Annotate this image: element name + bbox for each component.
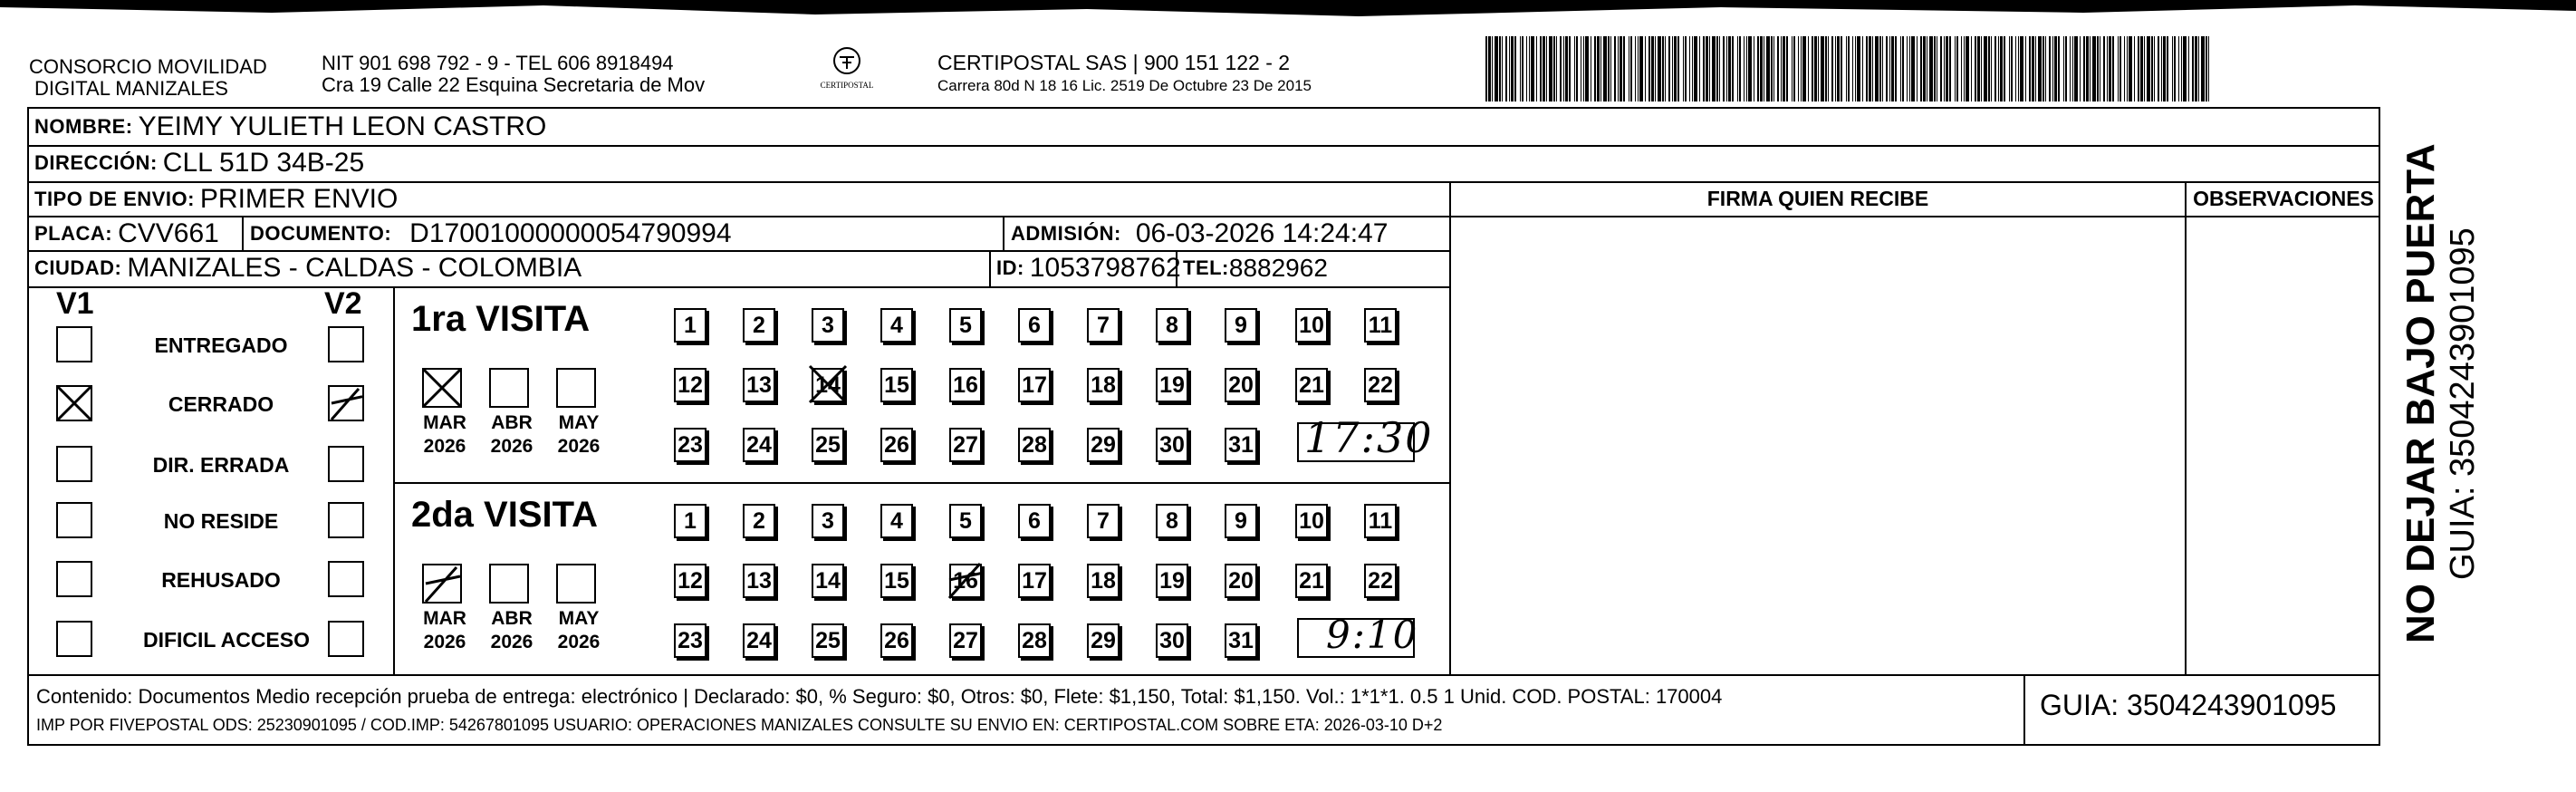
second-day-14[interactable]: 14 — [812, 564, 844, 598]
first-day-8[interactable]: 8 — [1156, 308, 1188, 343]
first-day-12[interactable]: 12 — [674, 368, 706, 402]
v2-checkbox-rehusado[interactable] — [328, 561, 364, 597]
first-day-7[interactable]: 7 — [1087, 308, 1120, 343]
company-info — [322, 53, 705, 96]
status-option-label: CERRADO — [168, 392, 274, 416]
first-day-31[interactable]: 31 — [1225, 428, 1257, 462]
barcode — [1485, 36, 2215, 101]
v2-checkbox-dir-errada[interactable] — [328, 446, 364, 482]
id-label: ID: — [996, 256, 1024, 279]
second-month-label: MAR — [423, 608, 466, 629]
second-day-5[interactable]: 5 — [949, 504, 982, 538]
no-dejar-bajo-puerta: NO DEJAR BAJO PUERTA — [2398, 143, 2443, 643]
second-day-17[interactable]: 17 — [1018, 564, 1051, 598]
v1-checkbox-rehusado[interactable] — [56, 561, 92, 597]
v1-check-mark — [54, 383, 94, 423]
first-day-11[interactable]: 11 — [1364, 308, 1397, 343]
first-day-6[interactable]: 6 — [1018, 308, 1051, 343]
placa-row — [34, 218, 219, 249]
second-day-15[interactable]: 15 — [880, 564, 913, 598]
first-day-17[interactable]: 17 — [1018, 368, 1051, 402]
tel-value: 8882962 — [1228, 254, 1328, 282]
nombre-row — [34, 111, 546, 142]
placa-label: PLACA: — [34, 222, 113, 245]
id-row — [996, 253, 1181, 284]
first-year-label: 2026 — [490, 436, 533, 457]
first-day-15[interactable]: 15 — [880, 368, 913, 402]
company-line-1: CONSORCIO MOVILIDAD — [29, 55, 267, 78]
tipo-envio-value: PRIMER ENVIO — [199, 184, 399, 214]
side-guia: GUIA: 3504243901095 — [2444, 227, 2482, 580]
v2-label: V2 — [324, 286, 362, 321]
first-year-label: 2026 — [557, 436, 601, 457]
v1-label: V1 — [56, 286, 94, 321]
documento-label: DOCUMENTO: — [250, 222, 392, 245]
first-day-26[interactable]: 26 — [880, 428, 913, 462]
first-day-30[interactable]: 30 — [1156, 428, 1188, 462]
first-day-25[interactable]: 25 — [812, 428, 844, 462]
second-day-24[interactable]: 24 — [743, 623, 775, 658]
first-month-label: MAR — [423, 412, 466, 433]
second-visit-handwritten-time: 9:10 — [1326, 613, 1419, 657]
first-month-caption — [480, 411, 543, 459]
first-day-5[interactable]: 5 — [949, 308, 982, 343]
first-day-28[interactable]: 28 — [1018, 428, 1051, 462]
nombre-value: YEIMY YULIETH LEON CASTRO — [138, 111, 547, 141]
first-day-2[interactable]: 2 — [743, 308, 775, 343]
direccion-label: DIRECCIÓN: — [34, 151, 158, 174]
first-day-16[interactable]: 16 — [949, 368, 982, 402]
second-day-9[interactable]: 9 — [1225, 504, 1257, 538]
second-year-label: 2026 — [557, 632, 601, 652]
second-day-1[interactable]: 1 — [674, 504, 706, 538]
company-name — [29, 56, 267, 100]
second-day-8[interactable]: 8 — [1156, 504, 1188, 538]
first-day-1[interactable]: 1 — [674, 308, 706, 343]
first-day-4[interactable]: 4 — [880, 308, 913, 343]
second-day-check-mark — [944, 558, 987, 602]
courier-line-1: CERTIPOSTAL SAS | 900 151 122 - 2 — [937, 51, 1291, 74]
first-month-label: MAY — [558, 412, 600, 433]
second-month-box-may[interactable] — [556, 564, 596, 604]
address-line: Cra 19 Calle 22 Esquina Secretaria de Mov — [322, 73, 706, 96]
first-day-29[interactable]: 29 — [1087, 428, 1120, 462]
first-day-10[interactable]: 10 — [1295, 308, 1328, 343]
first-day-9[interactable]: 9 — [1225, 308, 1257, 343]
first-month-box-abr[interactable] — [489, 368, 529, 408]
second-month-check-mark — [420, 562, 464, 605]
second-year-label: 2026 — [423, 632, 466, 652]
first-day-27[interactable]: 27 — [949, 428, 982, 462]
first-year-label: 2026 — [423, 436, 466, 457]
second-day-19[interactable]: 19 — [1156, 564, 1188, 598]
tipo-envio-label: TIPO DE ENVIO: — [34, 188, 195, 210]
v2-checkbox-no-reside[interactable] — [328, 502, 364, 538]
first-visit-title: 1ra VISITA — [411, 299, 591, 339]
certipostal-logo — [815, 45, 879, 90]
second-day-29[interactable]: 29 — [1087, 623, 1120, 658]
first-day-21[interactable]: 21 — [1295, 368, 1328, 402]
v2-checkbox-dificil-acceso[interactable] — [328, 621, 364, 657]
nit-line: NIT 901 698 792 - 9 - TEL 606 8918494 — [322, 52, 674, 74]
logo-icon — [831, 45, 862, 76]
status-option-label: NO RESIDE — [163, 509, 279, 533]
ciudad-row — [34, 253, 582, 284]
second-month-caption — [547, 607, 610, 654]
id-value: 1053798762 — [1029, 253, 1181, 283]
second-day-22[interactable]: 22 — [1364, 564, 1397, 598]
first-month-check-mark — [420, 366, 464, 410]
v2-checkbox-entregado[interactable] — [328, 326, 364, 362]
first-month-caption — [547, 411, 610, 459]
company-line-2: DIGITAL MANIZALES — [34, 77, 228, 100]
second-day-21[interactable]: 21 — [1295, 564, 1328, 598]
v1-checkbox-no-reside[interactable] — [56, 502, 92, 538]
tipo-envio-row — [34, 184, 398, 215]
second-visit-title: 2da VISITA — [411, 495, 598, 535]
first-month-box-may[interactable] — [556, 368, 596, 408]
first-month-caption — [413, 411, 476, 459]
status-option-label: DIR. ERRADA — [152, 453, 290, 477]
tel-label: TEL: — [1183, 256, 1229, 279]
second-day-13[interactable]: 13 — [743, 564, 775, 598]
ciudad-value: MANIZALES - CALDAS - COLOMBIA — [127, 253, 582, 283]
ciudad-label: CIUDAD: — [34, 256, 122, 279]
status-option-label: ENTREGADO — [154, 333, 288, 357]
first-day-check-mark — [806, 362, 850, 406]
logo-text: CERTIPOSTAL — [820, 81, 874, 90]
documento-row — [250, 218, 732, 249]
second-day-18[interactable]: 18 — [1087, 564, 1120, 598]
status-option-label: DIFICIL ACCESO — [142, 628, 310, 652]
v1-checkbox-entregado[interactable] — [56, 326, 92, 362]
imp-line: IMP POR FIVEPOSTAL ODS: 25230901095 / COD.IMP: 54267801095 USUARIO: OPERACIONES MANIZALES CONSULTE SU ENVIO EN: CERTIPOSTAL.COM SOBRE ETA: 2026-03-10 D+2 — [36, 716, 1443, 734]
torn-edge — [0, 0, 2576, 24]
direccion-value: CLL 51D 34B-25 — [162, 148, 365, 178]
admision-value: 06-03-2026 14:24:47 — [1135, 218, 1389, 248]
first-day-23[interactable]: 23 — [674, 428, 706, 462]
second-day-23[interactable]: 23 — [674, 623, 706, 658]
first-day-19[interactable]: 19 — [1156, 368, 1188, 402]
documento-value: D17001000000054790994 — [409, 218, 732, 248]
second-day-28[interactable]: 28 — [1018, 623, 1051, 658]
second-day-12[interactable]: 12 — [674, 564, 706, 598]
second-day-16[interactable]: 16 — [949, 564, 982, 598]
v1-checkbox-dificil-acceso[interactable] — [56, 621, 92, 657]
second-month-label: MAY — [558, 608, 600, 629]
status-option-label: REHUSADO — [161, 568, 281, 592]
first-day-14[interactable]: 14 — [812, 368, 844, 402]
first-day-18[interactable]: 18 — [1087, 368, 1120, 402]
second-day-11[interactable]: 11 — [1364, 504, 1397, 538]
second-day-30[interactable]: 30 — [1156, 623, 1188, 658]
first-day-13[interactable]: 13 — [743, 368, 775, 402]
observaciones-label: OBSERVACIONES — [2193, 187, 2374, 210]
first-day-22[interactable]: 22 — [1364, 368, 1397, 402]
first-day-20[interactable]: 20 — [1225, 368, 1257, 402]
second-day-10[interactable]: 10 — [1295, 504, 1328, 538]
second-day-20[interactable]: 20 — [1225, 564, 1257, 598]
second-day-3[interactable]: 3 — [812, 504, 844, 538]
second-day-2[interactable]: 2 — [743, 504, 775, 538]
nombre-label: NOMBRE: — [34, 115, 133, 138]
second-day-4[interactable]: 4 — [880, 504, 913, 538]
courier-line-2: Carrera 80d N 18 16 Lic. 2519 De Octubre 23 De 2015 — [937, 77, 1312, 94]
admision-row — [1011, 218, 1388, 249]
direccion-row — [34, 148, 364, 179]
footer-guia: GUIA: 3504243901095 — [2040, 689, 2337, 721]
second-day-7[interactable]: 7 — [1087, 504, 1120, 538]
courier-info — [937, 51, 1312, 95]
second-year-label: 2026 — [490, 632, 533, 652]
second-day-26[interactable]: 26 — [880, 623, 913, 658]
tel-row — [1183, 253, 1328, 284]
v1-checkbox-dir-errada[interactable] — [56, 446, 92, 482]
firma-label: FIRMA QUIEN RECIBE — [1706, 187, 1929, 210]
second-day-6[interactable]: 6 — [1018, 504, 1051, 538]
second-month-box-abr[interactable] — [489, 564, 529, 604]
second-day-31[interactable]: 31 — [1225, 623, 1257, 658]
second-month-caption — [413, 607, 476, 654]
admision-label: ADMISIÓN: — [1011, 222, 1121, 245]
delivery-form — [27, 107, 2380, 746]
barcode-bar — [2209, 36, 2212, 101]
second-day-25[interactable]: 25 — [812, 623, 844, 658]
first-month-label: ABR — [491, 412, 533, 433]
second-month-label: ABR — [491, 608, 533, 629]
first-visit-handwritten-time: 17:30 — [1304, 413, 1434, 462]
first-day-3[interactable]: 3 — [812, 308, 844, 343]
second-month-caption — [480, 607, 543, 654]
first-day-24[interactable]: 24 — [743, 428, 775, 462]
contenido-line: Contenido: Documentos Medio recepción prueba de entrega: electrónico | Declarado: $0, % Seguro: $0, Otros: $0, Flete: $1,150, Total: $1,150. Vol.: 1*1*1. 0.5 1 Unid. COD. POSTAL: 170004 — [36, 685, 1723, 708]
second-day-27[interactable]: 27 — [949, 623, 982, 658]
placa-value: CVV661 — [118, 218, 219, 248]
v2-check-mark — [326, 383, 366, 423]
